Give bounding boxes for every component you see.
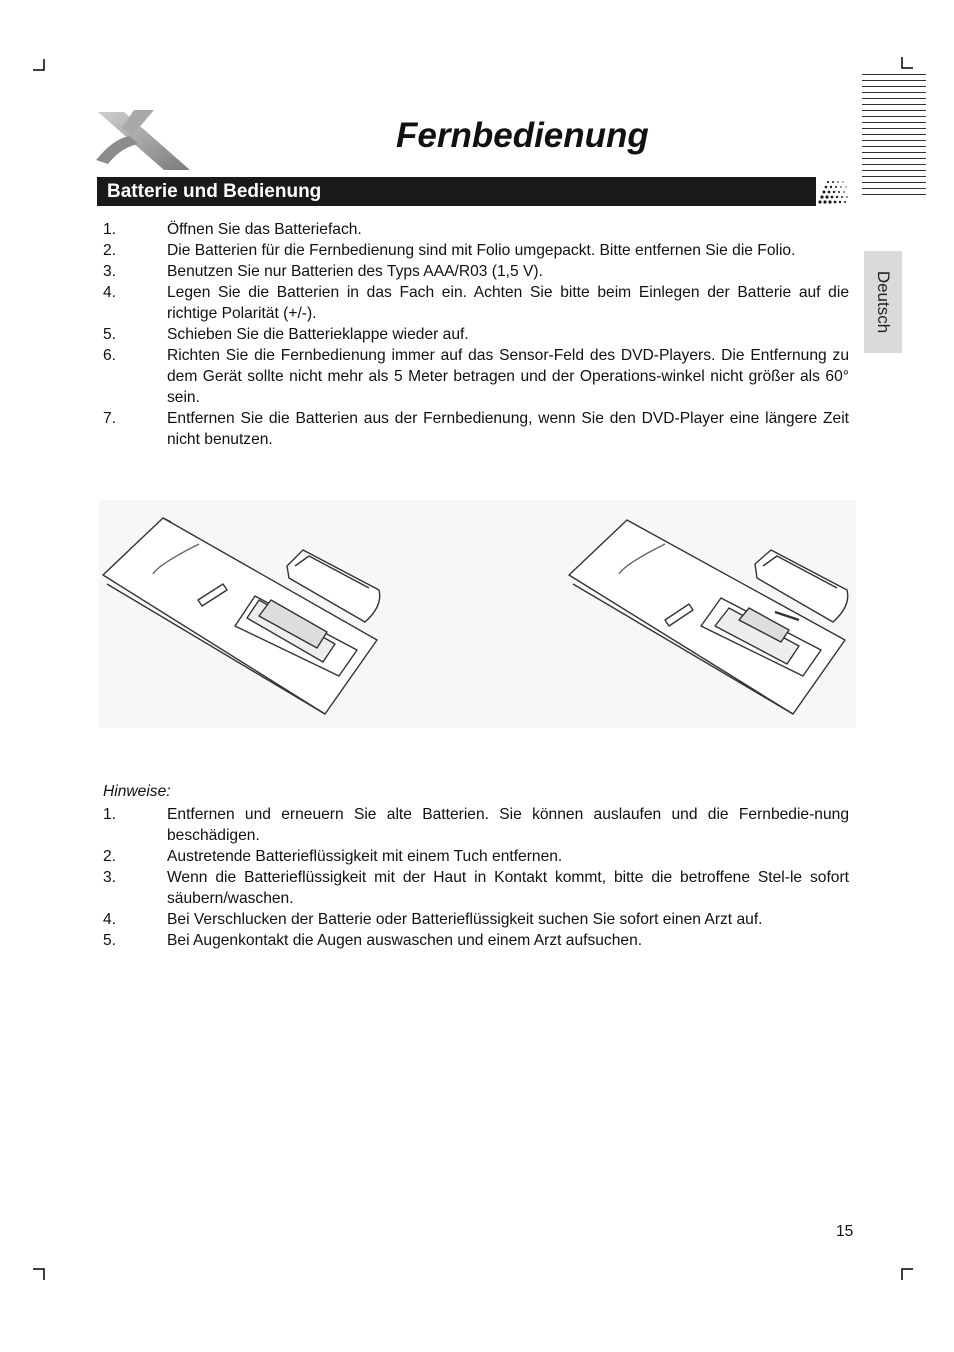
list-text: Die Batterien für die Fernbedienung sind mit Folio umgepackt. Bitte entfernen Sie die Folio. xyxy=(167,242,796,259)
crop-mark-top-right xyxy=(901,57,913,69)
section-heading-bar xyxy=(97,177,850,206)
notes-list xyxy=(103,804,849,951)
list-number: 5. xyxy=(103,932,117,949)
notes-heading: Hinweise: xyxy=(103,783,171,800)
list-text: Bei Verschlucken der Batterie oder Batterieflüssigkeit suchen Sie sofort einen Arzt auf. xyxy=(167,911,763,928)
list-text: Schieben Sie die Batterieklappe wieder auf. xyxy=(167,326,469,343)
crop-mark-top-left xyxy=(33,59,45,71)
page-number: 15 xyxy=(836,1223,854,1240)
list-item xyxy=(103,804,849,846)
crop-mark-bottom-left xyxy=(33,1268,45,1280)
list-text: Öffnen Sie das Batteriefach. xyxy=(167,221,362,238)
list-item xyxy=(103,867,849,909)
language-tab-label: Deutsch xyxy=(874,270,893,334)
list-item xyxy=(103,345,849,408)
page-title: Fernbedienung xyxy=(396,116,649,155)
list-number: 2. xyxy=(103,242,117,259)
list-number: 1. xyxy=(103,806,117,823)
list-number: 6. xyxy=(103,347,117,364)
battery-illustration-panel xyxy=(99,500,856,728)
list-text: Austretende Batterieflüssigkeit mit einem Tuch entfernen. xyxy=(167,848,563,865)
list-item xyxy=(103,909,849,930)
list-number: 2. xyxy=(103,848,117,865)
list-item xyxy=(103,930,849,951)
decorative-stripes xyxy=(862,74,926,198)
list-text: Wenn die Batterieflüssigkeit mit der Haut in Kontakt kommt, bitte die betroffene Stel-le sofort säubern/waschen. xyxy=(167,869,849,907)
list-item xyxy=(103,240,849,261)
list-number: 1. xyxy=(103,221,117,238)
list-number: 7. xyxy=(103,410,117,427)
list-item xyxy=(103,261,849,282)
list-text: Benutzen Sie nur Batterien des Typs AAA/R03 (1,5 V). xyxy=(167,263,543,280)
crop-mark-bottom-right xyxy=(901,1268,913,1280)
list-number: 4. xyxy=(103,284,117,301)
language-tab xyxy=(864,251,902,353)
list-item xyxy=(103,324,849,345)
brand-x-logo-icon xyxy=(94,108,194,176)
steps-list xyxy=(103,219,849,450)
list-item xyxy=(103,282,849,324)
list-item xyxy=(103,408,849,450)
list-number: 3. xyxy=(103,869,117,886)
list-number: 3. xyxy=(103,263,117,280)
list-number: 5. xyxy=(103,326,117,343)
list-number: 4. xyxy=(103,911,117,928)
list-text: Bei Augenkontakt die Augen auswaschen und einem Arzt aufsuchen. xyxy=(167,932,643,949)
list-text: Entfernen und erneuern Sie alte Batterien. Sie können auslaufen und die Fernbedie-nung beschädigen. xyxy=(167,806,849,844)
list-text: Legen Sie die Batterien in das Fach ein. Achten Sie bitte beim Einlegen der Batterie auf die richtige Polarität (+/-). xyxy=(167,284,849,322)
list-text: Richten Sie die Fernbedienung immer auf das Sensor-Feld des DVD-Players. Die Entfernung zu dem Gerät sollte nicht mehr als 5 Meter betragen und der Operations-winkel nicht größer als 60° sein. xyxy=(167,347,849,406)
list-text: Entfernen Sie die Batterien aus der Fernbedienung, wenn Sie den DVD-Player eine längere Zeit nicht benutzen. xyxy=(167,410,849,448)
list-item xyxy=(103,846,849,867)
section-heading: Batterie und Bedienung xyxy=(107,181,322,202)
list-item xyxy=(103,219,849,240)
dot-pattern-icon xyxy=(816,177,850,206)
remote-battery-illustration-icon xyxy=(99,500,856,728)
